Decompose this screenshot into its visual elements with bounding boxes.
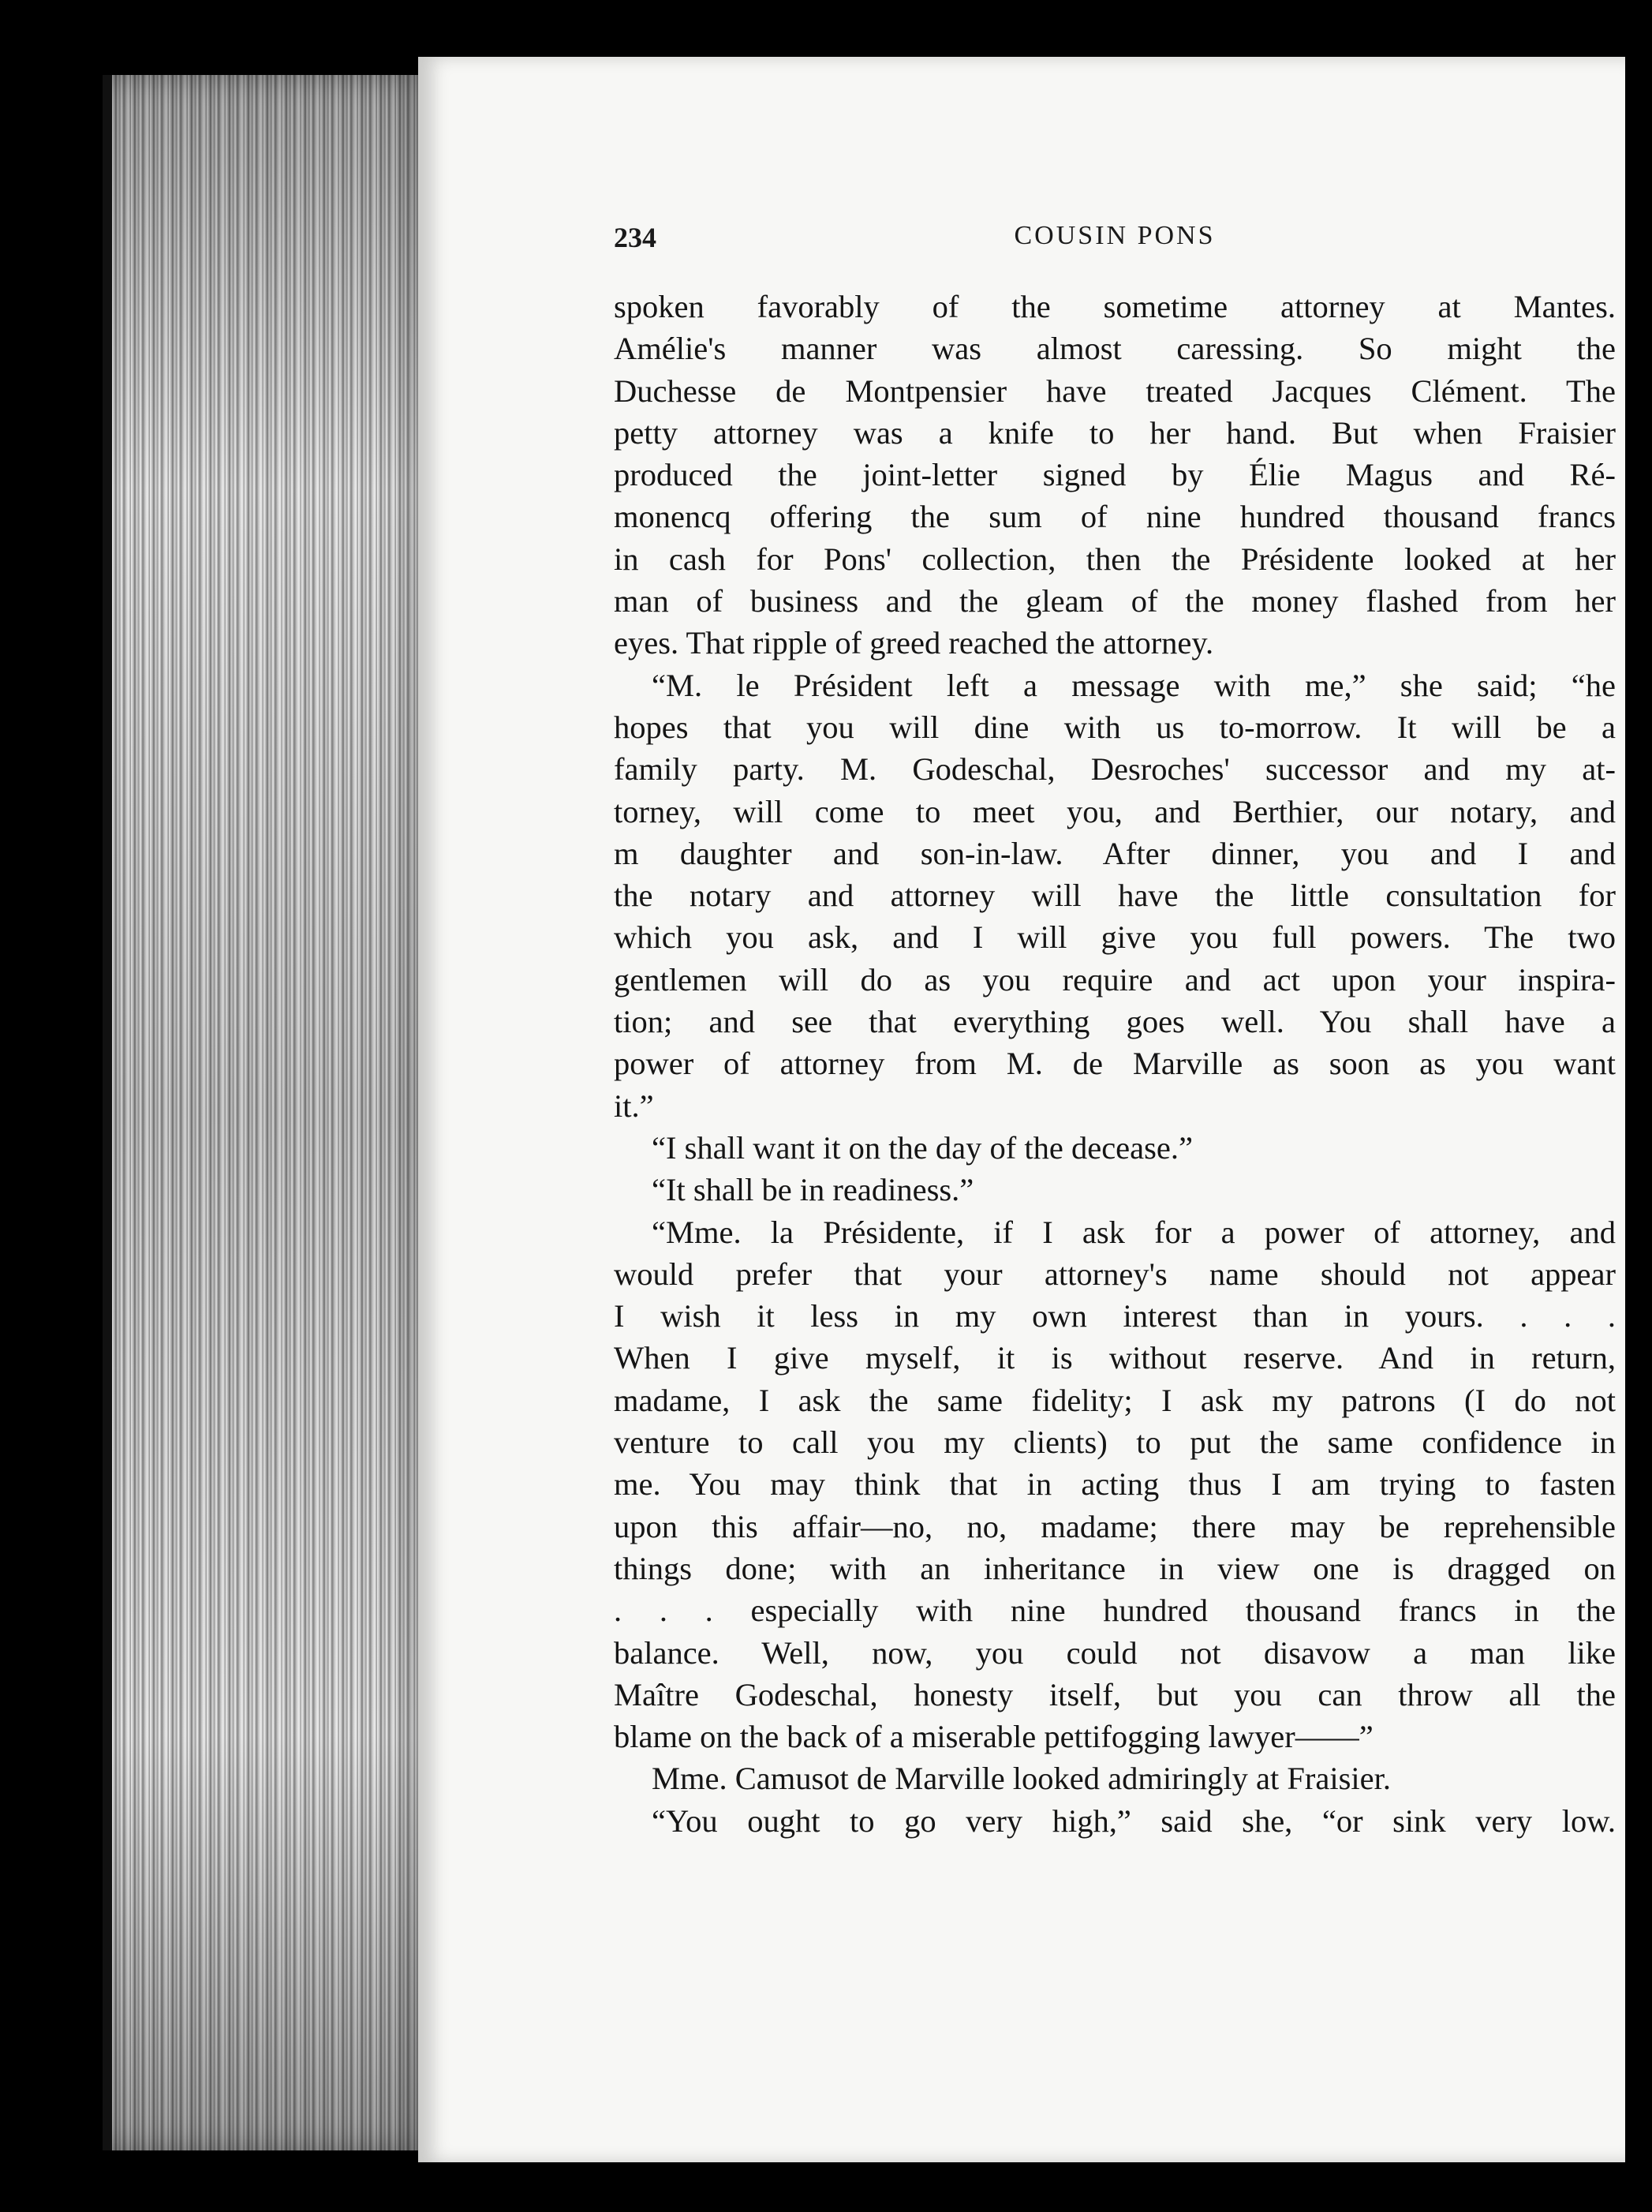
text-line: Mme. Camusot de Marville looked admiringly at Fraisier. [652, 1761, 1391, 1797]
body-text [614, 286, 1616, 1842]
text-line: petty attorney was a knife to her hand. But when Fraisier [614, 414, 1616, 451]
text-line: “Mme. la Présidente, if I ask for a power of attorney, and [652, 1214, 1616, 1250]
text-line: blame on the back of a miserable pettifogging lawyer——” [614, 1719, 1374, 1755]
text-line: things done; with an inheritance in view one is dragged on [614, 1550, 1616, 1586]
text-line: man of business and the gleam of the money flashed from her [614, 583, 1616, 619]
book-page-edges [103, 75, 435, 2150]
text-line: family party. M. Godeschal, Desroches' successor and my at- [614, 751, 1616, 788]
text-line: gentlemen will do as you require and act upon your inspira- [614, 961, 1616, 997]
text-line: “You ought to go very high,” said she, “or sink very low. [652, 1802, 1616, 1839]
text-line: . . . especially with nine hundred thousand francs in the [614, 1593, 1616, 1629]
text-line: Amélie's manner was almost caressing. So might the [614, 331, 1616, 367]
text-line: which you ask, and I will give you full powers. The two [614, 919, 1616, 956]
text-line: m daughter and son-in-law. After dinner, you and I and [614, 835, 1616, 871]
text-line: “M. le Président left a message with me,” she said; “he [652, 667, 1616, 703]
text-line: in cash for Pons' collection, then the Présidente looked at her [614, 541, 1616, 577]
text-line: Duchesse de Montpensier have treated Jacques Clément. The [614, 372, 1616, 409]
text-line: hopes that you will dine with us to-morrow. It will be a [614, 709, 1616, 745]
text-line: power of attorney from M. de Marville as soon as you want [614, 1046, 1616, 1082]
text-line: upon this affair—no, no, madame; there may be reprehensible [614, 1508, 1616, 1544]
text-line: me. You may think that in acting thus I am trying to fasten [614, 1466, 1616, 1503]
text-line: eyes. That ripple of greed reached the attorney. [614, 625, 1214, 661]
text-line: Maître Godeschal, honesty itself, but you can throw all the [614, 1676, 1616, 1712]
text-line: tion; and see that everything goes well. You shall have a [614, 1004, 1616, 1040]
text-line: When I give myself, it is without reserve. And in return, [614, 1340, 1616, 1376]
text-line: balance. Well, now, you could not disavow a man like [614, 1634, 1616, 1671]
text-line: I wish it less in my own interest than in yours. . . . [614, 1298, 1616, 1334]
text-line: produced the joint-letter signed by Élie Magus and Ré- [614, 457, 1616, 493]
text-line: the notary and attorney will have the little consultation for [614, 878, 1616, 914]
running-title: COUSIN PONS [1014, 221, 1216, 250]
page-number: 234 [614, 222, 656, 253]
text-line: would prefer that your attorney's name should not appear [614, 1256, 1616, 1292]
text-line: spoken favorably of the sometime attorney at Mantes. [614, 289, 1616, 324]
book-page [418, 57, 1625, 2162]
text-line: torney, will come to meet you, and Berthier, our notary, and [614, 793, 1616, 829]
text-line: madame, I ask the same fidelity; I ask my patrons (I do not [614, 1382, 1616, 1418]
text-line: monencq offering the sum of nine hundred thousand francs [614, 499, 1616, 535]
text-line: venture to call you my clients) to put the same confidence in [614, 1424, 1616, 1461]
text-line: “It shall be in readiness.” [652, 1172, 974, 1208]
text-line: it.” [614, 1087, 654, 1124]
running-head [614, 221, 1616, 260]
text-line: “I shall want it on the day of the decease.” [652, 1129, 1193, 1166]
